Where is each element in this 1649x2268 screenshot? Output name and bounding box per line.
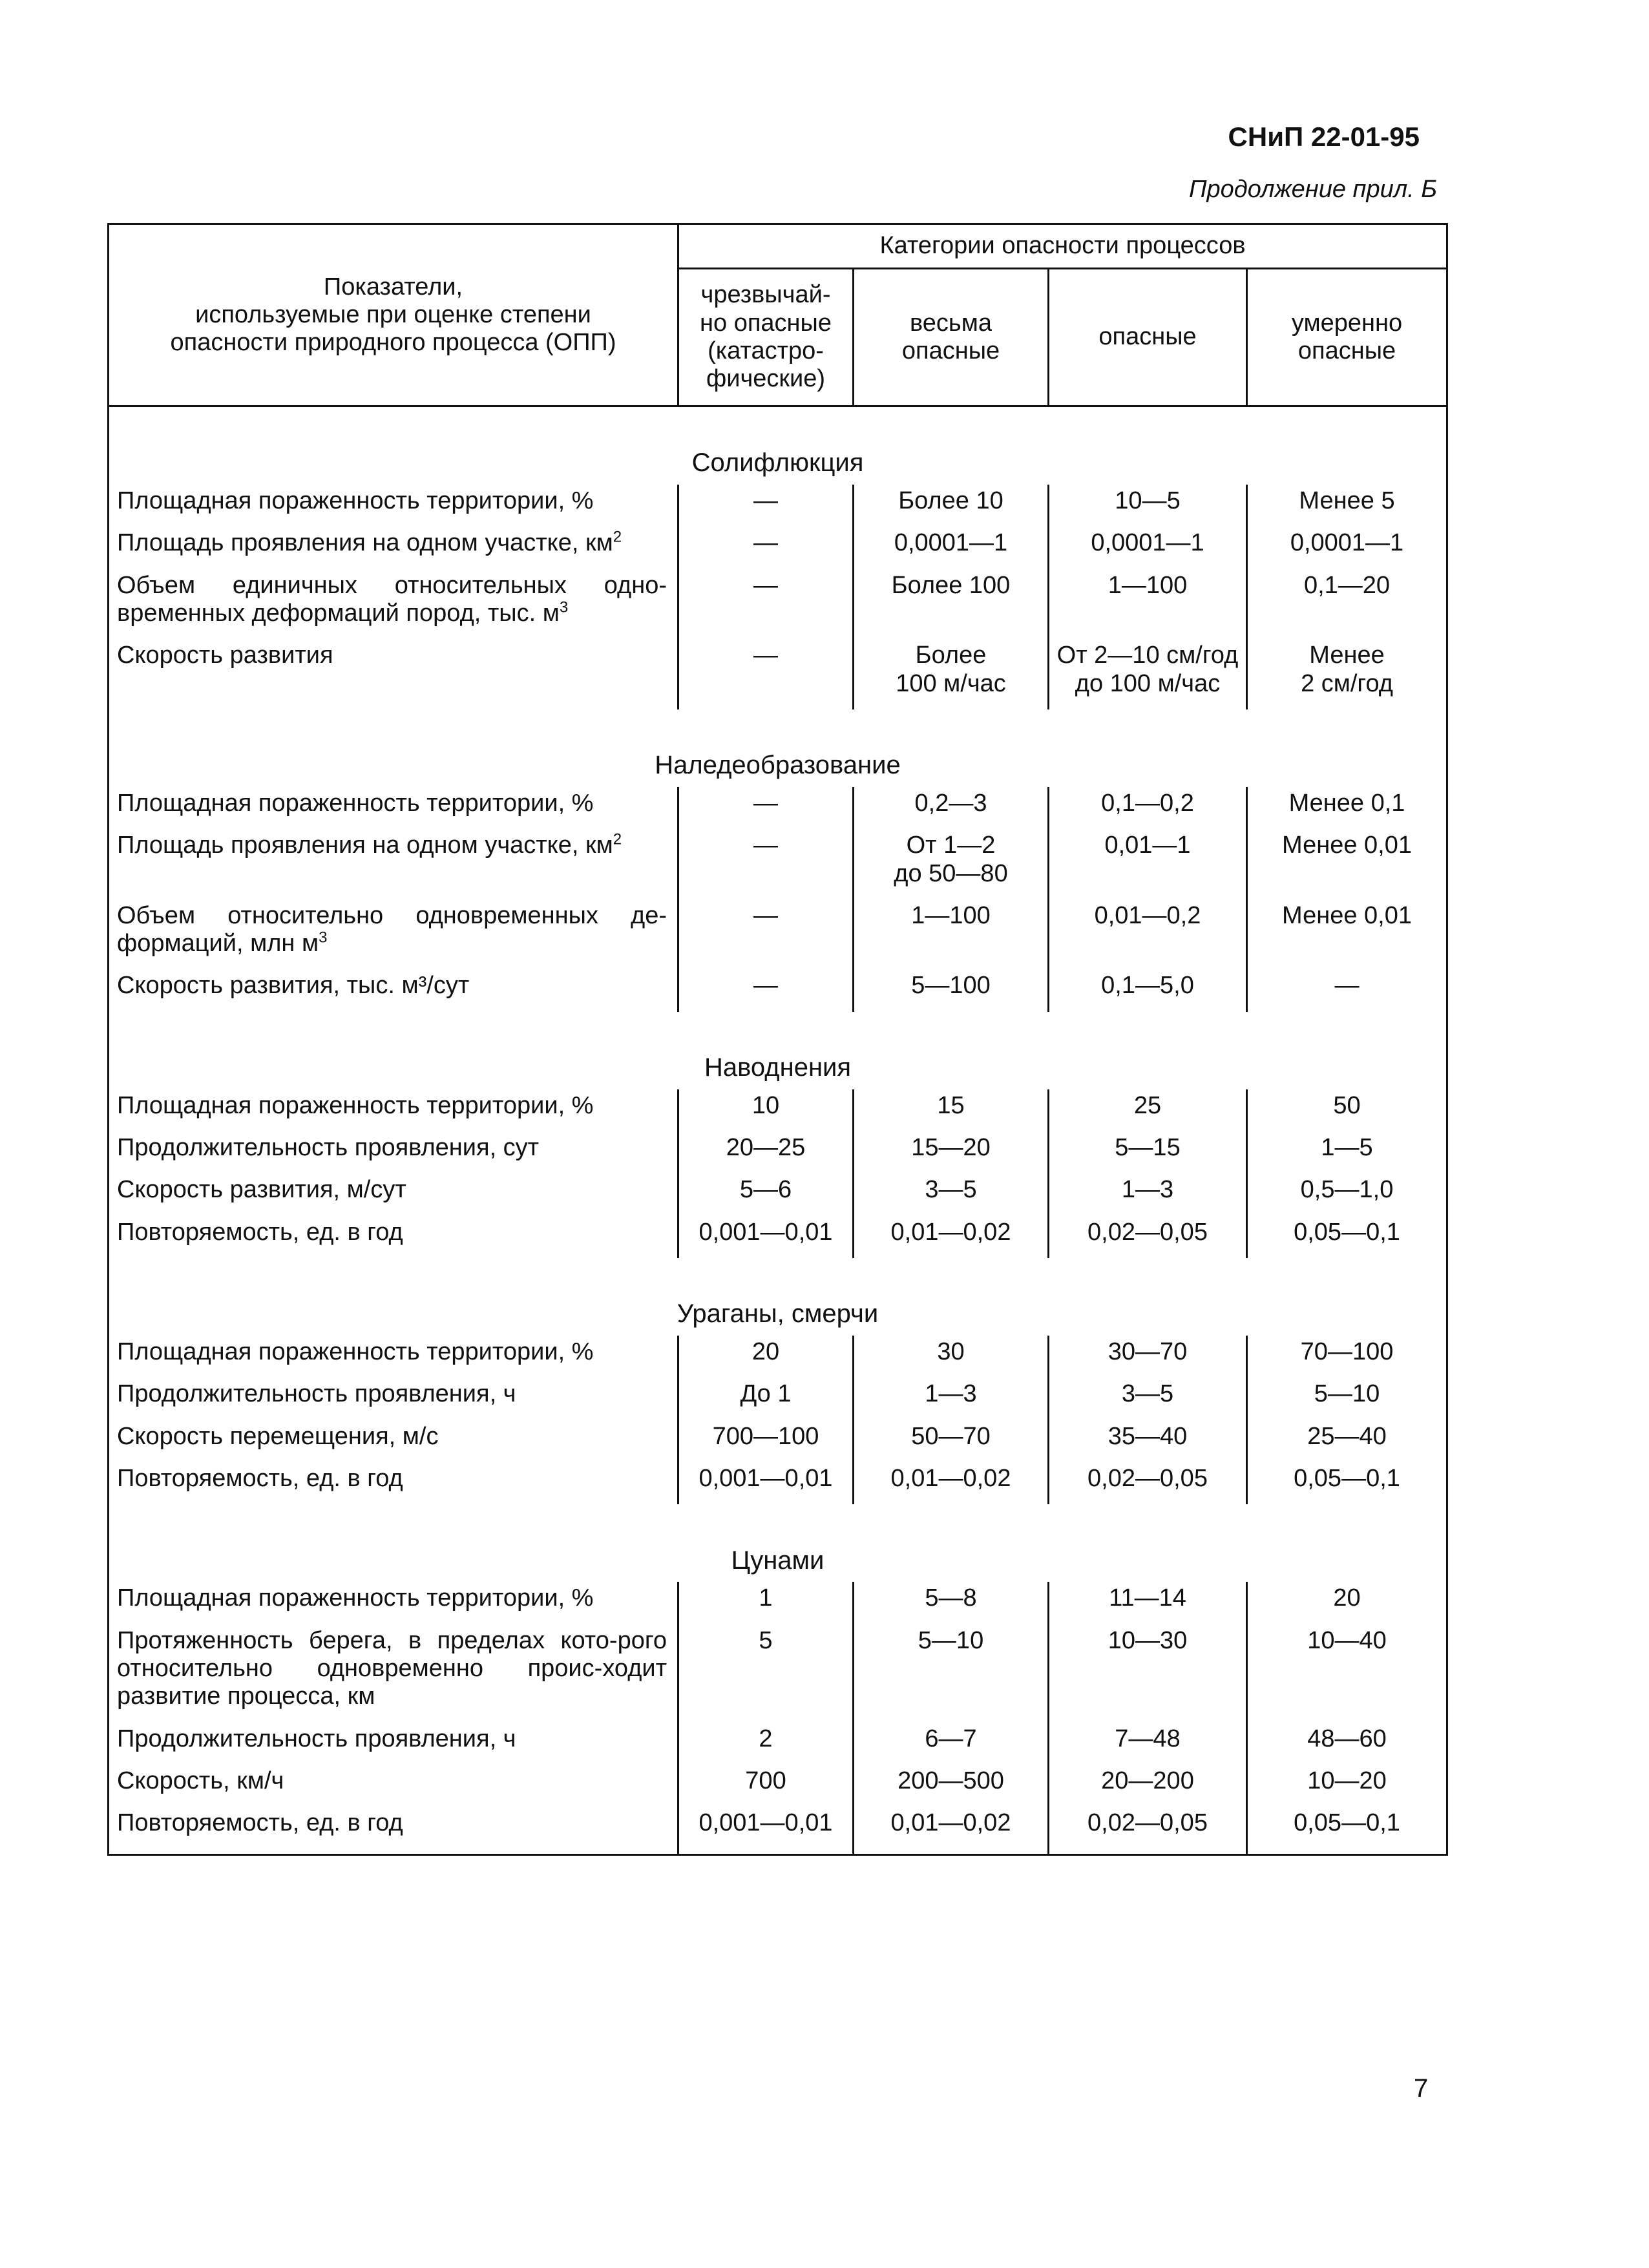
cell-value: 0,0001—1	[1049, 527, 1247, 569]
row-label	[109, 1462, 678, 1504]
cell-value: 10—30	[1049, 1624, 1247, 1723]
categories-group-header: Категории опасности процессов	[678, 224, 1447, 269]
row-label	[109, 1624, 678, 1723]
section-title: Цунами	[109, 1504, 1447, 1582]
table-row	[109, 1173, 1447, 1215]
row-label-text: Повторяемость, ед. в год	[117, 1464, 403, 1492]
cell-value: 0,0001—1	[854, 527, 1049, 569]
cell-value: 5—10	[854, 1624, 1049, 1723]
row-label-text: Площадная пораженность территории, %	[117, 789, 594, 817]
row-label	[109, 1378, 678, 1420]
table-row	[109, 1131, 1447, 1173]
cell-value: Менее 5	[1247, 485, 1447, 527]
cell-value: —	[678, 639, 854, 709]
cell-value: 0,001—0,01	[678, 1807, 854, 1855]
cell-value: 0,1—5,0	[1049, 969, 1247, 1011]
cell-value: —	[678, 899, 854, 970]
row-label	[109, 1131, 678, 1173]
row-label	[109, 787, 678, 829]
cell-value: 7—48	[1049, 1723, 1247, 1765]
cell-value: 0,01—1	[1049, 829, 1247, 899]
unit-superscript: 2	[613, 830, 622, 848]
row-label-text: Объем относительно одновременных де-формаций, млн м	[117, 901, 667, 958]
cell-value: 3—5	[854, 1173, 1049, 1215]
row-label-text: Площадь проявления на одном участке, км	[117, 529, 613, 557]
cell-value: 50	[1247, 1089, 1447, 1131]
table-row	[109, 1807, 1447, 1855]
cell-value: 700—100	[678, 1420, 854, 1462]
section-header-row	[109, 406, 1447, 485]
row-label	[109, 527, 678, 569]
cell-value: —	[1247, 969, 1447, 1011]
row-label-text: Повторяемость, ед. в год	[117, 1218, 403, 1246]
cell-value: 200—500	[854, 1765, 1049, 1807]
row-label-text: Площадь проявления на одном участке, км	[117, 832, 613, 859]
cell-value: 5—10	[1247, 1378, 1447, 1420]
cell-value: 1—100	[1049, 569, 1247, 640]
row-label	[109, 1336, 678, 1378]
cell-value: 0,5—1,0	[1247, 1173, 1447, 1215]
cell-value: 0,05—0,1	[1247, 1462, 1447, 1504]
row-label-text: Скорость перемещения, м/с	[117, 1422, 439, 1450]
cell-value: 10	[678, 1089, 854, 1131]
section-header-row	[109, 1504, 1447, 1582]
cell-value: Менее 2 см/год	[1247, 639, 1447, 709]
row-label-text: Скорость развития	[117, 642, 333, 669]
cell-value: 0,001—0,01	[678, 1462, 854, 1504]
cell-value: Более 10	[854, 485, 1049, 527]
table-header-row	[109, 224, 1447, 269]
cell-value: 20	[1247, 1582, 1447, 1624]
table-row	[109, 969, 1447, 1011]
row-label	[109, 1089, 678, 1131]
cell-value: 1—5	[1247, 1131, 1447, 1173]
table-row	[109, 639, 1447, 709]
cell-value: 0,001—0,01	[678, 1216, 854, 1258]
cell-value: 0,05—0,1	[1247, 1216, 1447, 1258]
cell-value: —	[678, 787, 854, 829]
table-body	[109, 406, 1447, 1855]
cell-value: 0,01—0,2	[1049, 899, 1247, 970]
category-header-moderately-dangerous: умеренно опасные	[1247, 269, 1447, 406]
row-label	[109, 829, 678, 899]
row-label	[109, 899, 678, 970]
cell-value: 1—3	[854, 1378, 1049, 1420]
cell-value: 0,0001—1	[1247, 527, 1447, 569]
table-row	[109, 1378, 1447, 1420]
cell-value: 11—14	[1049, 1582, 1247, 1624]
section-title: Ураганы, смерчи	[109, 1258, 1447, 1336]
cell-value: —	[678, 569, 854, 640]
row-label	[109, 1765, 678, 1807]
row-label	[109, 1173, 678, 1215]
table-row	[109, 569, 1447, 640]
section-header-row	[109, 709, 1447, 787]
cell-value: 0,01—0,02	[854, 1216, 1049, 1258]
cell-value: 6—7	[854, 1723, 1049, 1765]
cell-value: 10—5	[1049, 485, 1247, 527]
cell-value: 70—100	[1247, 1336, 1447, 1378]
cell-value: 3—5	[1049, 1378, 1247, 1420]
table-row	[109, 787, 1447, 829]
row-label	[109, 1807, 678, 1855]
cell-value: 2	[678, 1723, 854, 1765]
cell-value: Более 100	[854, 569, 1049, 640]
cell-value: 25	[1049, 1089, 1247, 1131]
indicators-column-header: Показатели, используемые при оценке степени опасности природного процесса (ОПП)	[109, 224, 678, 406]
cell-value: 5—100	[854, 969, 1049, 1011]
table-row	[109, 1216, 1447, 1258]
row-label-text: Скорость развития, м/сут	[117, 1176, 406, 1204]
cell-value: 1—100	[854, 899, 1049, 970]
cell-value: 15—20	[854, 1131, 1049, 1173]
unit-superscript: 3	[559, 598, 569, 616]
cell-value: Более 100 м/час	[854, 639, 1049, 709]
cell-value: —	[678, 485, 854, 527]
cell-value: 1	[678, 1582, 854, 1624]
cell-value: 35—40	[1049, 1420, 1247, 1462]
row-label	[109, 1216, 678, 1258]
row-label-text: Объем единичных относительных одно-временных деформаций пород, тыс. м	[117, 571, 667, 627]
row-label-text: Продолжительность проявления, сут	[117, 1134, 540, 1162]
cell-value: 0,05—0,1	[1247, 1807, 1447, 1855]
table-row	[109, 1462, 1447, 1504]
unit-superscript: 2	[613, 528, 622, 546]
category-header-dangerous: опасные	[1049, 269, 1247, 406]
cell-value: 0,01—0,02	[854, 1807, 1049, 1855]
document-code: СНиП 22-01-95	[1228, 121, 1420, 152]
cell-value: 5—8	[854, 1582, 1049, 1624]
cell-value: 0,02—0,05	[1049, 1807, 1247, 1855]
row-label-text: Скорость развития, тыс. м³/сут	[117, 972, 470, 1000]
cell-value: До 1	[678, 1378, 854, 1420]
hazard-indicators-table	[107, 223, 1448, 1856]
section-header-row	[109, 1012, 1447, 1089]
section-title: Наводнения	[109, 1012, 1447, 1089]
cell-value: 10—20	[1247, 1765, 1447, 1807]
cell-value: От 2—10 см/год до 100 м/час	[1049, 639, 1247, 709]
cell-value: —	[678, 829, 854, 899]
cell-value: 0,2—3	[854, 787, 1049, 829]
cell-value: 20	[678, 1336, 854, 1378]
cell-value: 5—6	[678, 1173, 854, 1215]
table-row	[109, 1582, 1447, 1624]
cell-value: 0,1—20	[1247, 569, 1447, 640]
cell-value: 48—60	[1247, 1723, 1447, 1765]
row-label-text: Скорость, км/ч	[117, 1767, 284, 1794]
cell-value: —	[678, 527, 854, 569]
row-label-text: Площадная пораженность территории, %	[117, 1091, 594, 1119]
row-label-text: Продолжительность проявления, ч	[117, 1725, 516, 1752]
cell-value: 50—70	[854, 1420, 1049, 1462]
section-title: Наледеобразование	[109, 709, 1447, 787]
page-number: 7	[1414, 2074, 1429, 2103]
cell-value: Менее 0,01	[1247, 899, 1447, 970]
continuation-note: Продолжение прил. Б	[1188, 176, 1437, 203]
table-row	[109, 1420, 1447, 1462]
row-label-text: Протяженность берега, в пределах кото-рого относительно одновременно проис-ходит развитие процесса, км	[117, 1626, 667, 1710]
cell-value: 15	[854, 1089, 1049, 1131]
table-row	[109, 485, 1447, 527]
row-label-text: Продолжительность проявления, ч	[117, 1380, 516, 1408]
row-label	[109, 485, 678, 527]
row-label	[109, 1420, 678, 1462]
unit-superscript: 3	[319, 929, 328, 947]
cell-value: От 1—2 до 50—80	[854, 829, 1049, 899]
row-label-text: Площадная пораженность территории, %	[117, 1584, 594, 1612]
cell-value: Менее 0,1	[1247, 787, 1447, 829]
category-header-very-dangerous: весьма опасные	[854, 269, 1049, 406]
row-label	[109, 639, 678, 709]
cell-value: 5—15	[1049, 1131, 1247, 1173]
cell-value: 25—40	[1247, 1420, 1447, 1462]
category-header-extremely-dangerous: чрезвычай- но опасные (катастро- фические)	[678, 269, 854, 406]
cell-value: 20—200	[1049, 1765, 1247, 1807]
table-row	[109, 829, 1447, 899]
row-label	[109, 969, 678, 1011]
cell-value: 10—40	[1247, 1624, 1447, 1723]
row-label-text: Площадная пораженность территории, %	[117, 487, 594, 514]
row-label	[109, 1723, 678, 1765]
table-row	[109, 527, 1447, 569]
table-row	[109, 1624, 1447, 1723]
table-row	[109, 1336, 1447, 1378]
row-label-text: Повторяемость, ед. в год	[117, 1809, 403, 1837]
section-title: Солифлюкция	[109, 406, 1447, 485]
cell-value: 700	[678, 1765, 854, 1807]
cell-value: 0,02—0,05	[1049, 1216, 1247, 1258]
table-row	[109, 1765, 1447, 1807]
cell-value: 30—70	[1049, 1336, 1247, 1378]
table-row	[109, 899, 1447, 970]
cell-value: 30	[854, 1336, 1049, 1378]
table-row	[109, 1089, 1447, 1131]
cell-value: 0,1—0,2	[1049, 787, 1247, 829]
cell-value: 0,01—0,02	[854, 1462, 1049, 1504]
row-label	[109, 569, 678, 640]
cell-value: 20—25	[678, 1131, 854, 1173]
table-row	[109, 1723, 1447, 1765]
cell-value: Менее 0,01	[1247, 829, 1447, 899]
section-header-row	[109, 1258, 1447, 1336]
cell-value: 1—3	[1049, 1173, 1247, 1215]
cell-value: 0,02—0,05	[1049, 1462, 1247, 1504]
row-label-text: Площадная пораженность территории, %	[117, 1338, 594, 1365]
row-label	[109, 1582, 678, 1624]
cell-value: 5	[678, 1624, 854, 1723]
cell-value: —	[678, 969, 854, 1011]
